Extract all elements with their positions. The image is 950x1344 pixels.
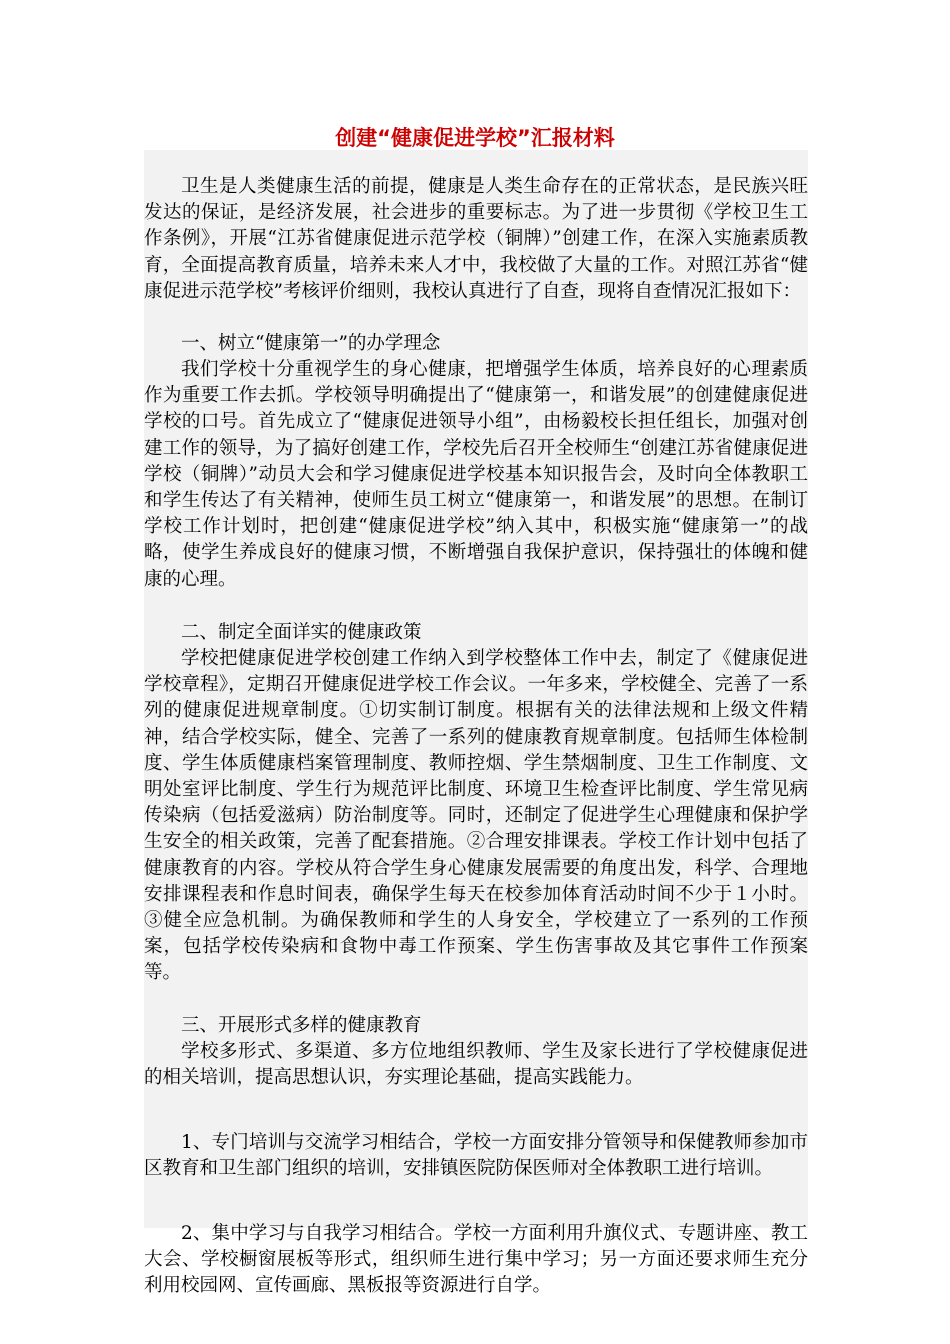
section-2-heading: 二、制定全面详实的健康政策 — [181, 622, 422, 643]
section-3-body: 学校多形式、多渠道、多方位地组织教师、学生及家长进行了学校健康促进的相关培训，提高思想认识，夯实理论基础，提高实践能力。 — [144, 1041, 808, 1089]
page-title: 创建“健康促进学校”汇报材料 — [335, 126, 615, 150]
intro-paragraph: 卫生是人类健康生活的前提，健康是人类生命存在的正常状态，是民族兴旺发达的保证，是经济发展，社会进步的重要标志。为了进一步贯彻《学校卫生工作条例》，开展“江苏省健康促进示范学校（铜牌）”创建工作，在深入实施素质教育，全面提高教育质量，培养未来人才中，我校做了大量的工作。对照江苏省“健康促进示范学校”考核评价细则，我校认真进行了自查，现将自查情况汇报如下： — [144, 176, 808, 302]
section-3-heading: 三、开展形式多样的健康教育 — [181, 1015, 422, 1036]
list-item-1: 1、专门培训与交流学习相结合，学校一方面安排分管领导和保健教师参加市区教育和卫生部门组织的培训，安排镇医院防保医师对全体教职工进行培训。 — [144, 1132, 808, 1180]
section-1-heading: 一、树立“健康第一”的办学理念 — [181, 333, 441, 354]
section-1-body: 我们学校十分重视学生的身心健康，把增强学生体质，培养良好的心理素质作为重要工作去抓。学校领导明确提出了“健康第一，和谐发展”的创建健康促进学校的口号。首先成立了“健康促进领导小组”，由杨毅校长担任组长，加强对创建工作的领导，为了搞好创建工作，学校先后召开全校师生“创建江苏省健康促进学校（铜牌）”动员大会和学习健康促进学校基本知识报告会，及时向全体教职工和学生传达了有关精神，使师生员工树立“健康第一，和谐发展”的思想。在制订学校工作计划时，把创建“健康促进学校”纳入其中，积极实施“健康第一”的战略，使学生养成良好的健康习惯，不断增强自我保护意识，保持强壮的体魄和健康的心理。 — [144, 359, 808, 590]
section-2-body: 学校把健康促进学校创建工作纳入到学校整体工作中去，制定了《健康促进学校章程》，定期召开健康促进学校工作会议。一年多来，学校健全、完善了一系列的健康促进规章制度。①切实制订制度。根据有关的法律法规和上级文件精神，结合学校实际，健全、完善了一系列的健康教育规章制度。包括师生体检制度、学生体质健康档案管理制度、教师控烟、学生禁烟制度、卫生工作制度、文明处室评比制度、学生行为规范评比制度、环境卫生检查评比制度、学生常见病传染病（包括爱滋病）防治制度等。同时，还制定了促进学生心理健康和保护学生安全的相关政策，完善了配套措施。②合理安排课表。学校工作计划中包括了健康教育的内容。学校从符合学生身心健康发展需要的角度出发，科学、合理地安排课程表和作息时间表，确保学生每天在校参加体育活动时间不少于１小时。③健全应急机制。为确保教师和学生的人身安全，学校建立了一系列的工作预案，包括学校传染病和食物中毒工作预案、学生伤害事故及其它事件工作预案等。 — [144, 648, 808, 984]
list-item-2: 2、集中学习与自我学习相结合。学校一方面利用升旗仪式、专题讲座、教工大会、学校橱窗展板等形式，组织师生进行集中学习；另一方面还要求师生充分利用校园网、宣传画廊、黑板报等资源进行自学。 — [144, 1223, 808, 1297]
